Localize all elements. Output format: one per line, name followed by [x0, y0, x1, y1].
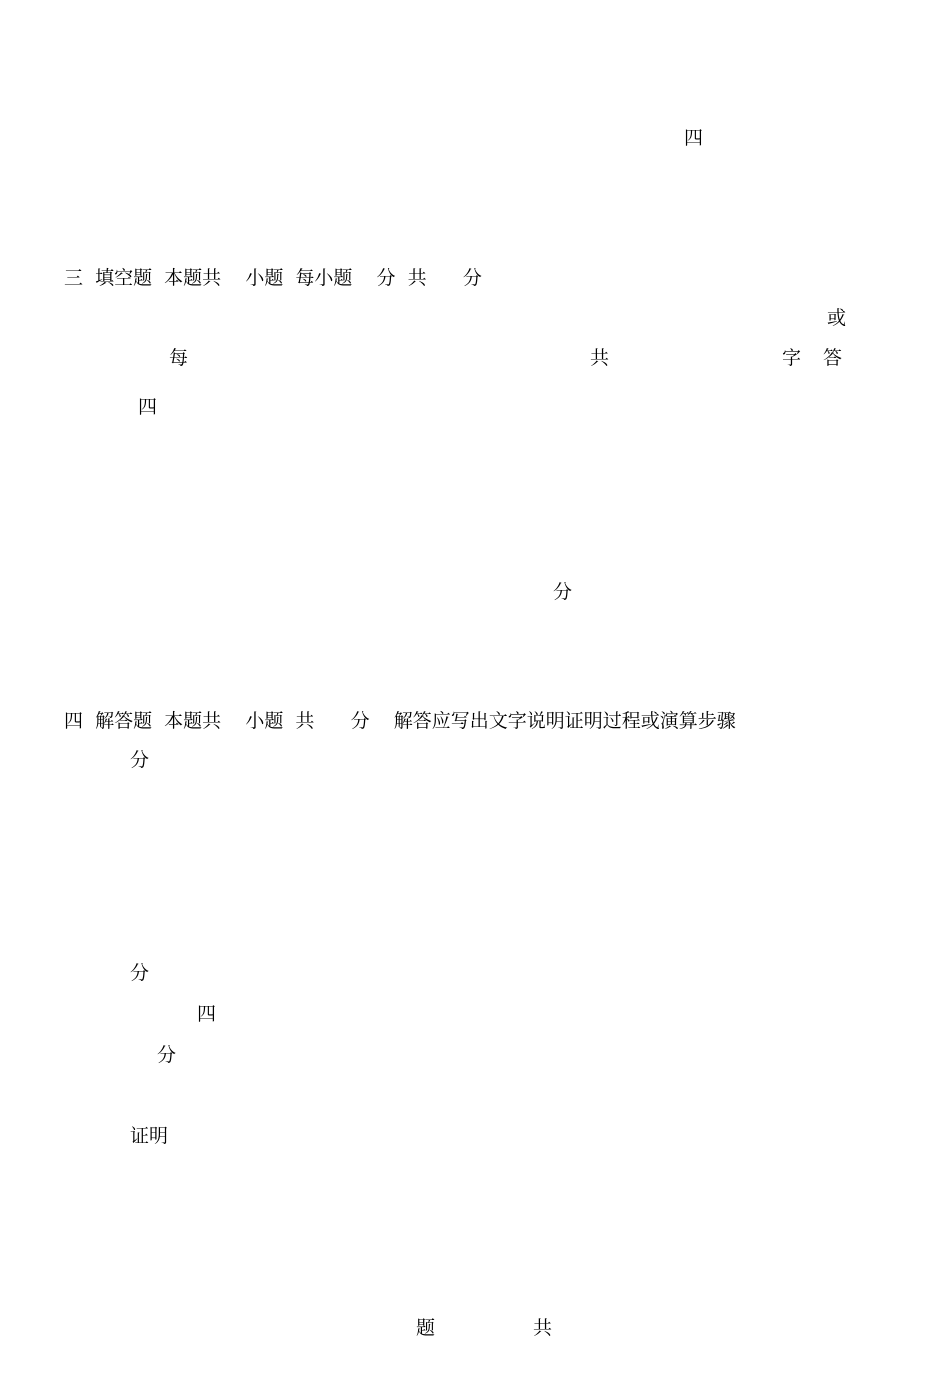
proof-label: 证明 — [130, 1125, 169, 1147]
footer-fragment-total: 共 — [533, 1317, 553, 1339]
question2-score: 分 — [130, 962, 150, 984]
question2-subscore: 分 — [157, 1044, 177, 1066]
section3-fragment-or: 或 — [827, 307, 847, 329]
section3-fragment-each: 每 — [169, 347, 189, 369]
section3-score: 分 — [553, 581, 573, 603]
section3-fragment-four: 四 — [138, 396, 158, 418]
section3-fragment-total: 共 — [590, 347, 610, 369]
header-fragment: 四 — [684, 127, 704, 149]
section3-heading: 三 填空题 本题共 小题 每小题 分 共 分 — [64, 267, 482, 289]
section4-heading: 四 解答题 本题共 小题 共 分 解答应写出文字说明证明过程或演算步骤 — [64, 710, 736, 732]
section3-fragment-char: 字 — [782, 347, 802, 369]
question1-score: 分 — [130, 749, 150, 771]
footer-fragment-question: 题 — [416, 1317, 436, 1339]
question2-fragment-four: 四 — [197, 1003, 217, 1025]
section3-fragment-answer: 答 — [823, 347, 843, 369]
